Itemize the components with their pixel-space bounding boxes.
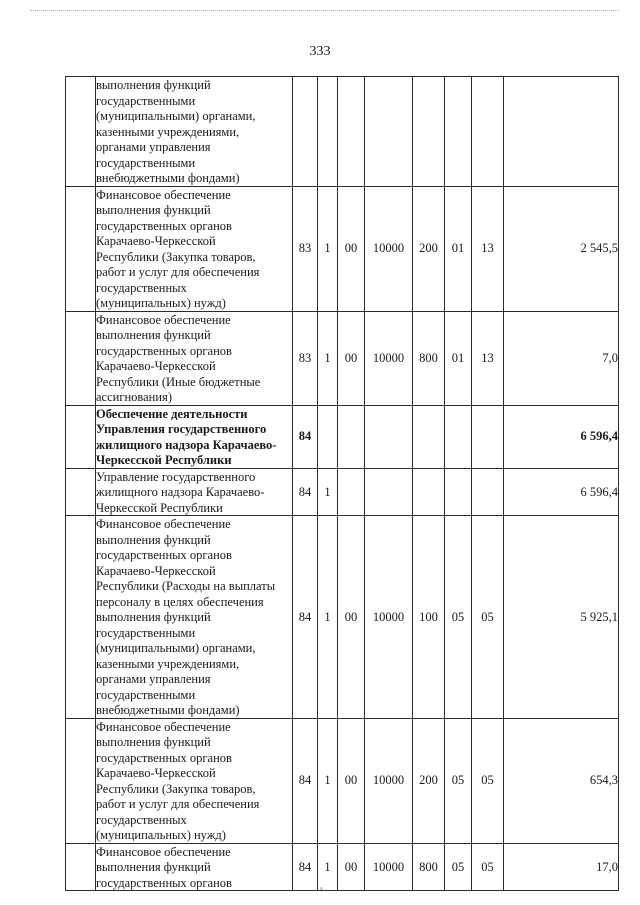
ministry-code-cell: 83 (293, 311, 318, 405)
description-line: Карачаево-Черкесской (96, 563, 216, 578)
description-line: выполнения функций (96, 860, 211, 874)
description-line: Финансовое обеспечение (96, 187, 231, 202)
table-row (66, 77, 619, 187)
row-description (96, 77, 293, 187)
expense-type-cell (413, 405, 445, 468)
rz-cell: 01 (445, 311, 472, 405)
description-line: (муниципальных) нужд) (96, 828, 226, 842)
ministry-code-cell: 84 (293, 516, 318, 719)
description-line: государственных (96, 280, 187, 295)
amount-cell: 5 925,1 (504, 516, 619, 719)
table-row (66, 468, 619, 516)
program-code-cell (338, 77, 365, 187)
direction-code-cell: 10000 (365, 516, 413, 719)
table-row (66, 405, 619, 468)
pr-cell: 05 (472, 843, 504, 891)
description-line: государственных органов (96, 875, 232, 890)
direction-code-cell (365, 405, 413, 468)
rz-cell (445, 405, 472, 468)
description-line: персоналу в целях обеспечения (96, 594, 264, 609)
section-code-cell: 1 (318, 843, 338, 891)
description-line: Республики (Расходы на выплаты (96, 579, 276, 593)
description-line: внебюджетными фондами) (96, 703, 240, 717)
program-code-cell: 00 (338, 311, 365, 405)
ministry-code-cell: 84 (293, 468, 318, 516)
table-row (66, 718, 619, 843)
description-line: органами управления (96, 672, 211, 686)
rz-cell: 05 (445, 718, 472, 843)
expense-type-cell: 800 (413, 311, 445, 405)
blank-cell (66, 516, 96, 719)
description-line: Республики (Иные бюджетные (96, 374, 261, 389)
description-line: Республики (Закупка товаров, (96, 249, 256, 264)
budget-table (65, 76, 619, 891)
blank-cell (66, 186, 96, 311)
description-line: (муниципальными) органами, (96, 641, 256, 655)
description-line: государственными (96, 93, 196, 108)
amount-cell (504, 77, 619, 187)
description-line: (муниципальными) органами, (96, 109, 256, 123)
description-line: государственных органов (96, 750, 232, 765)
row-description (96, 516, 293, 719)
description-line: выполнения функций (96, 610, 211, 624)
pr-cell (472, 77, 504, 187)
rz-cell: 01 (445, 186, 472, 311)
row-description (96, 718, 293, 843)
pr-cell: 05 (472, 718, 504, 843)
program-code-cell: 00 (338, 186, 365, 311)
ministry-code-cell (293, 77, 318, 187)
description-line: казенными учреждениями, (96, 124, 240, 139)
pr-cell: 05 (472, 516, 504, 719)
program-code-cell: 00 (338, 843, 365, 891)
table-row (66, 186, 619, 311)
pr-cell: 13 (472, 311, 504, 405)
scan-artifact-line (30, 10, 620, 17)
expense-type-cell (413, 468, 445, 516)
table-row (66, 843, 619, 891)
blank-cell (66, 843, 96, 891)
amount-cell: 6 596,4 (504, 405, 619, 468)
description-line: органами управления (96, 140, 211, 154)
description-line: государственными (96, 625, 196, 640)
description-line: выполнения функций (96, 328, 211, 342)
row-description (96, 405, 293, 468)
amount-cell: 7,0 (504, 311, 619, 405)
program-code-cell: 00 (338, 718, 365, 843)
amount-cell: 654,3 (504, 718, 619, 843)
expense-type-cell: 800 (413, 843, 445, 891)
program-code-cell: 00 (338, 516, 365, 719)
description-line: государственными (96, 155, 196, 170)
direction-code-cell: 10000 (365, 311, 413, 405)
rz-cell (445, 468, 472, 516)
description-line: государственных органов (96, 343, 232, 358)
description-line: работ и услуг для обеспечения (96, 265, 260, 279)
description-line: Финансовое обеспечение (96, 719, 231, 734)
section-code-cell: 1 (318, 516, 338, 719)
row-description (96, 186, 293, 311)
table-row (66, 516, 619, 719)
description-line: работ и услуг для обеспечения (96, 797, 260, 811)
description-line: Карачаево-Черкесской (96, 766, 216, 780)
description-line: Управления государственного (96, 422, 267, 436)
expense-type-cell: 200 (413, 186, 445, 311)
direction-code-cell: 10000 (365, 718, 413, 843)
blank-cell (66, 468, 96, 516)
rz-cell: 05 (445, 843, 472, 891)
ministry-code-cell: 84 (293, 405, 318, 468)
description-line: государственных (96, 812, 187, 827)
description-line: государственных органов (96, 548, 232, 562)
description-line: Карачаево-Черкесской (96, 359, 216, 373)
description-line: (муниципальных) нужд) (96, 296, 226, 310)
program-code-cell (338, 468, 365, 516)
description-line: Карачаево-Черкесской (96, 234, 216, 248)
ministry-code-cell: 83 (293, 186, 318, 311)
blank-cell (66, 405, 96, 468)
description-line: Финансовое обеспечение (96, 517, 231, 531)
description-line: выполнения функций (96, 203, 211, 217)
description-line: казенными учреждениями, (96, 656, 240, 671)
description-line: жилищного надзора Карачаево- (96, 485, 265, 499)
description-line: выполнения функций (96, 735, 211, 749)
description-line: Республики (Закупка товаров, (96, 781, 256, 796)
description-line: Черкесской Республики (96, 453, 232, 467)
pr-cell (472, 468, 504, 516)
blank-cell (66, 718, 96, 843)
description-line: Черкесской Республики (96, 500, 223, 515)
expense-type-cell: 200 (413, 718, 445, 843)
amount-cell: 17,0 (504, 843, 619, 891)
section-code-cell: 1 (318, 311, 338, 405)
direction-code-cell (365, 77, 413, 187)
program-code-cell (338, 405, 365, 468)
description-line: ассигнования) (96, 390, 172, 404)
description-line: Управление государственного (96, 469, 256, 484)
description-line: государственными (96, 687, 196, 702)
amount-cell: 6 596,4 (504, 468, 619, 516)
pr-cell: 13 (472, 186, 504, 311)
description-line: государственных органов (96, 218, 232, 233)
description-line: внебюджетными фондами) (96, 171, 240, 185)
expense-type-cell (413, 77, 445, 187)
blank-cell (66, 77, 96, 187)
section-code-cell: 1 (318, 718, 338, 843)
description-line: Обеспечение деятельности (96, 406, 248, 421)
amount-cell: 2 545,5 (504, 186, 619, 311)
scan-artifact-dot (320, 887, 323, 890)
row-description (96, 843, 293, 891)
table-row (66, 311, 619, 405)
ministry-code-cell: 84 (293, 718, 318, 843)
row-description (96, 468, 293, 516)
section-code-cell: 1 (318, 468, 338, 516)
blank-cell (66, 311, 96, 405)
section-code-cell (318, 77, 338, 187)
description-line: Финансовое обеспечение (96, 312, 231, 327)
rz-cell (445, 77, 472, 187)
description-line: жилищного надзора Карачаево- (96, 437, 277, 452)
description-line: Финансовое обеспечение (96, 844, 231, 859)
row-description (96, 311, 293, 405)
page-number: 333 (309, 44, 331, 59)
direction-code-cell (365, 468, 413, 516)
description-line: выполнения функций (96, 78, 211, 92)
section-code-cell (318, 405, 338, 468)
direction-code-cell: 10000 (365, 186, 413, 311)
expense-type-cell: 100 (413, 516, 445, 719)
description-line: выполнения функций (96, 532, 211, 547)
direction-code-cell: 10000 (365, 843, 413, 891)
pr-cell (472, 405, 504, 468)
rz-cell: 05 (445, 516, 472, 719)
ministry-code-cell: 84 (293, 843, 318, 891)
section-code-cell: 1 (318, 186, 338, 311)
